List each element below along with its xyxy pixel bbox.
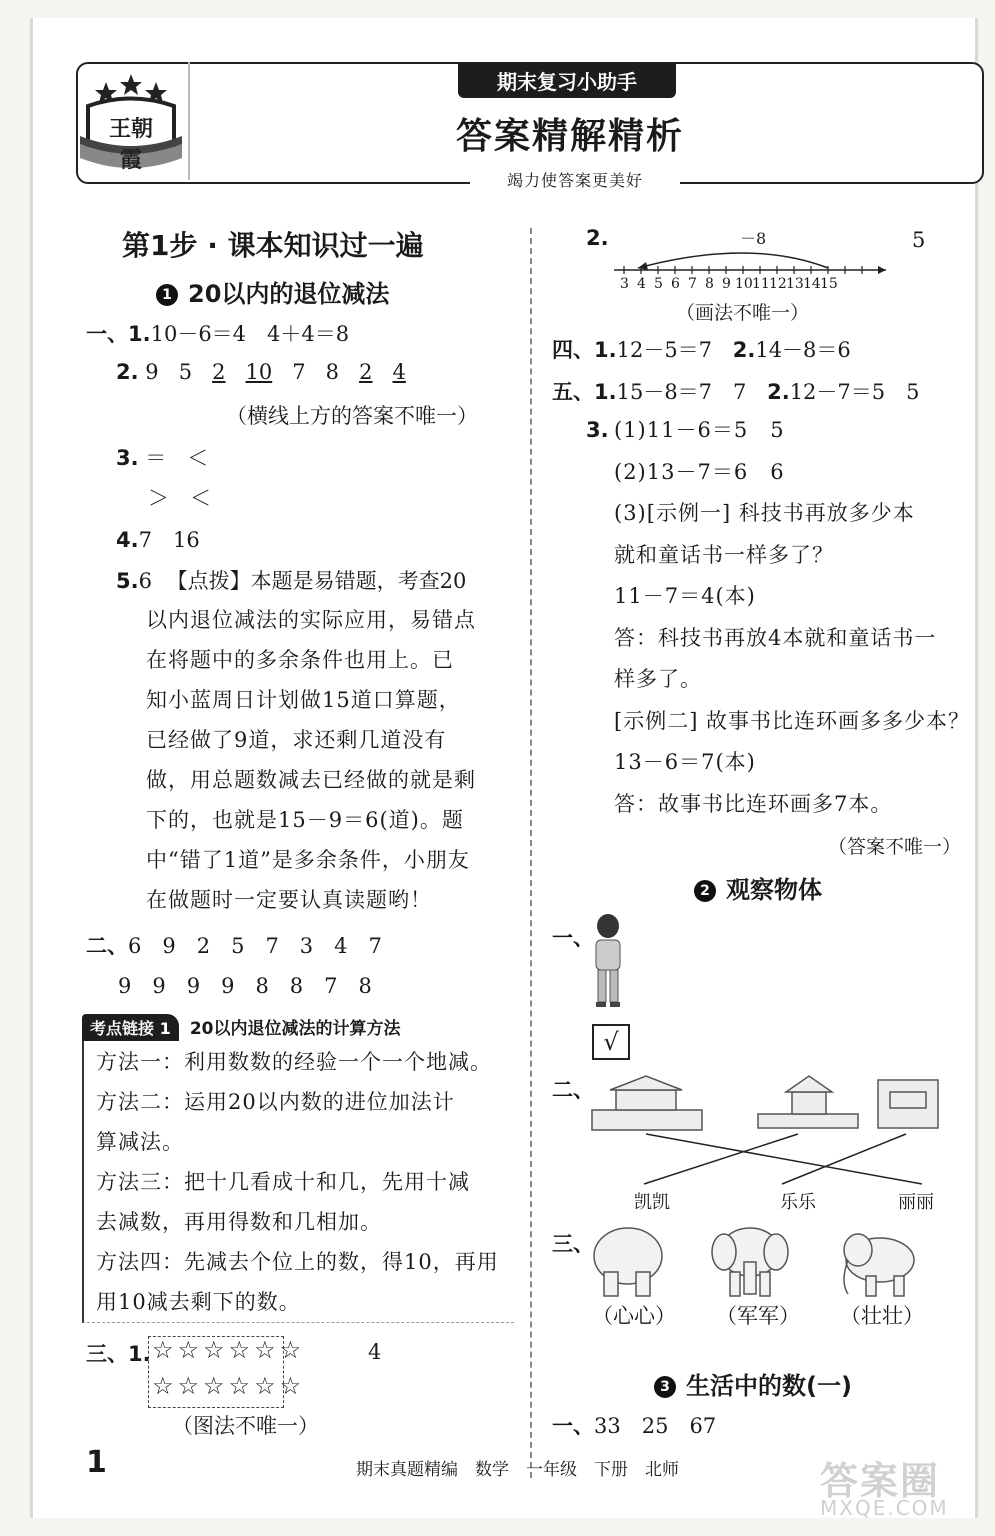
child-back-view-figure — [586, 912, 630, 1012]
tip-label: 【点拨】 — [166, 569, 251, 593]
q-answer: 6 — [138, 569, 152, 593]
section-title: 观察物体 — [726, 876, 822, 904]
answer-line: 11－7＝4(本) — [614, 584, 756, 608]
life1 — [552, 1410, 716, 1440]
answer-line: 13－6＝7(本) — [614, 750, 756, 774]
q1-5-explanation — [146, 600, 476, 920]
q-answer: 14－8＝6 — [755, 338, 851, 362]
name-xinxin: （心心） — [592, 1304, 676, 1328]
q1-5 — [116, 565, 466, 595]
q-answer: 7 16 — [138, 528, 200, 552]
method-line: 方法三：把十几看成十和几，先用十减 — [96, 1170, 470, 1194]
answer-part: 9 — [145, 360, 159, 384]
section-title: 20以内的退位减法 — [188, 280, 390, 308]
q-label: 2. — [767, 380, 790, 404]
tip-line: 在做题时一定要认真读题哟！ — [146, 888, 432, 912]
q-answer: ＝ ＜ — [145, 446, 209, 470]
obs1-label: 一、 — [552, 926, 594, 950]
q-label: 一、 — [552, 1414, 594, 1438]
knowledge-link-tag: 考点链接 1 — [82, 1014, 179, 1041]
answer-line: 样多了。 — [614, 667, 702, 691]
q-label: 3. — [116, 446, 139, 470]
r-q4 — [552, 334, 851, 364]
method-line: 用10减去剩下的数。 — [96, 1290, 301, 1314]
tip-line: 以内退位减法的实际应用，易错点 — [146, 608, 476, 632]
method-line: 方法二：运用20以内数的进位加法计 — [96, 1090, 455, 1114]
answer-line: (3)[示例一] 科技书再放多少本 — [614, 501, 915, 525]
q3-answer: 4 — [368, 1340, 382, 1364]
r-q5-3-body — [614, 410, 970, 825]
tick-label: 15 — [820, 276, 838, 292]
column-divider — [530, 228, 532, 1478]
q-answer: 33 25 67 — [594, 1414, 717, 1438]
tick-label: 4 — [637, 276, 646, 292]
r-q5 — [552, 376, 920, 406]
answer-part: 2 — [212, 360, 226, 384]
answer-part: 7 — [292, 360, 306, 384]
tip-line: 做，用总题数减去已经做的就是剩 — [146, 768, 476, 792]
q3-note: （图法不唯一） — [172, 1414, 319, 1438]
footer-book-info: 期末真题精编 数学 一年级 下册 北师 — [356, 1460, 679, 1480]
section-heading-3 — [654, 1366, 852, 1401]
answer-part: 8 — [325, 360, 340, 384]
name-lili: 丽丽 — [898, 1192, 934, 1213]
method-line: 算减法。 — [96, 1130, 184, 1154]
page-number: 1 — [86, 1445, 107, 1480]
answer-line: 就和童话书一样多了？ — [614, 542, 834, 567]
q-answer: 12－5＝7 — [616, 338, 713, 362]
section-number: 2 — [694, 880, 716, 902]
answer-part: 5 — [178, 360, 193, 384]
tip-line: 已经做了9道，求还剩几道没有 — [146, 728, 447, 752]
answer-part: 10 — [245, 360, 273, 384]
obs2-label: 二、 — [552, 1078, 594, 1102]
answer-line: [示例二] 故事书比连环画多多少本？ — [614, 708, 971, 733]
matching-buildings — [586, 1070, 966, 1190]
tick-label: 11 — [752, 276, 770, 292]
q-answer: 12－7＝5 5 — [789, 380, 920, 404]
watermark: 答案圈 — [820, 1459, 941, 1503]
knowledge-link-title: 20以内退位减法的计算方法 — [189, 1019, 401, 1039]
name-junjun: （军军） — [716, 1304, 800, 1328]
q-label: 五、1. — [552, 380, 617, 404]
tip-line: 中“错了1道”是多余条件，小朋友 — [146, 848, 470, 872]
tick-label: 12 — [769, 276, 787, 292]
knowledge-link-body — [96, 1042, 499, 1322]
section-number: 1 — [156, 284, 178, 306]
q-label: 2. — [732, 338, 756, 362]
tick-label: 8 — [705, 276, 714, 292]
name-kaikai: 凯凯 — [634, 1192, 670, 1213]
number-line-ticks — [616, 276, 837, 292]
r-q5-3-label: 3. — [586, 418, 609, 442]
r-q5-note: （答案不唯一） — [828, 836, 962, 858]
watermark-url: MXQE.COM — [820, 1496, 949, 1520]
name-zhuangzhuang: （壮壮） — [840, 1304, 924, 1328]
q1-2-note: （横线上方的答案不唯一） — [226, 404, 478, 428]
tip-line: 下的，也就是15－9＝6(道)。题 — [146, 808, 464, 832]
knowledge-link-header — [82, 1014, 400, 1041]
tip-line: 知小蓝周日计划做15道口算题， — [146, 688, 461, 712]
q2-row2: 9 9 9 9 8 8 7 8 — [118, 974, 372, 998]
q-answer: 15－8＝7 7 — [616, 380, 747, 404]
header-tab: 期末复习小助手 — [458, 62, 676, 98]
answer-line: 答：故事书比连环画多7本。 — [614, 791, 893, 816]
q-label: 2. — [116, 360, 139, 384]
answer-line: 答：科技书再放4本就和童话书一 — [614, 625, 937, 650]
q-label: 一、1. — [86, 322, 151, 346]
q1-4 — [116, 524, 200, 554]
q-label: 四、1. — [552, 338, 617, 362]
tick-label: 6 — [671, 276, 680, 292]
tick-label: 9 — [722, 276, 731, 292]
q3-label: 三、1. — [86, 1342, 151, 1366]
r-q2-note: （画法不唯一） — [676, 302, 810, 324]
method-line: 方法一：利用数数的经验一个一个地减。 — [96, 1050, 492, 1074]
answer-part: 4 — [392, 360, 406, 384]
answer-line: (1)11－6＝5 5 — [614, 418, 785, 442]
header-slogan: 竭力使答案更美好 — [470, 168, 680, 191]
q-label: 二、 — [86, 934, 128, 958]
obs3-label: 三、 — [552, 1232, 594, 1256]
tip-line: 在将题中的多余条件也用上。已 — [146, 648, 454, 672]
step-title: 第1步 · 课本知识过一遍 — [122, 229, 424, 262]
q1-2 — [116, 360, 406, 384]
q-label: 5. — [116, 569, 139, 593]
brand-logo — [76, 66, 186, 176]
r-q2-label: 2. — [586, 226, 609, 250]
method-line: 去减数，再用得数和几相加。 — [96, 1210, 382, 1234]
section-heading-1 — [156, 274, 389, 309]
q-answer: 10－6＝4 4＋4＝8 — [150, 322, 350, 346]
answer-line: (2)13－7＝6 6 — [614, 459, 785, 484]
tick-label: 5 — [654, 276, 663, 292]
tip-line: 本题是易错题，考查20 — [250, 569, 467, 593]
stars-row-1: ☆☆☆☆☆☆ — [152, 1336, 306, 1364]
section-heading-2 — [694, 870, 822, 905]
answer-part: 2 — [359, 360, 373, 384]
q1-3-line2: ＞ ＜ — [148, 486, 211, 510]
tick-label: 10 — [735, 276, 753, 292]
check-mark-box: √ — [592, 1024, 630, 1060]
q1-3 — [116, 442, 208, 472]
r-q2-answer: 5 — [912, 228, 926, 252]
q-answer: 6 9 2 5 7 3 4 7 — [128, 934, 382, 958]
elephant-views — [590, 1222, 930, 1302]
stars-row-2: ☆☆☆☆☆☆ — [152, 1372, 306, 1400]
section-title: 生活中的数(一) — [686, 1372, 852, 1400]
q1-1 — [86, 318, 349, 348]
tick-label: 3 — [620, 276, 629, 292]
tick-label: 13 — [786, 276, 804, 292]
section-number: 3 — [654, 1376, 676, 1398]
q2-row1 — [86, 930, 382, 960]
logo-text: 王朝霞 — [108, 116, 153, 173]
tick-label: 14 — [803, 276, 821, 292]
header-divider — [188, 62, 190, 180]
name-lele: 乐乐 — [780, 1192, 816, 1213]
tick-label: 7 — [688, 276, 697, 292]
method-line: 方法四：先减去个位上的数，得10，再用 — [96, 1250, 499, 1274]
number-line-jump-label: －8 — [740, 229, 767, 248]
page-title: 答案精解精析 — [455, 116, 684, 157]
q-label: 4. — [116, 528, 139, 552]
